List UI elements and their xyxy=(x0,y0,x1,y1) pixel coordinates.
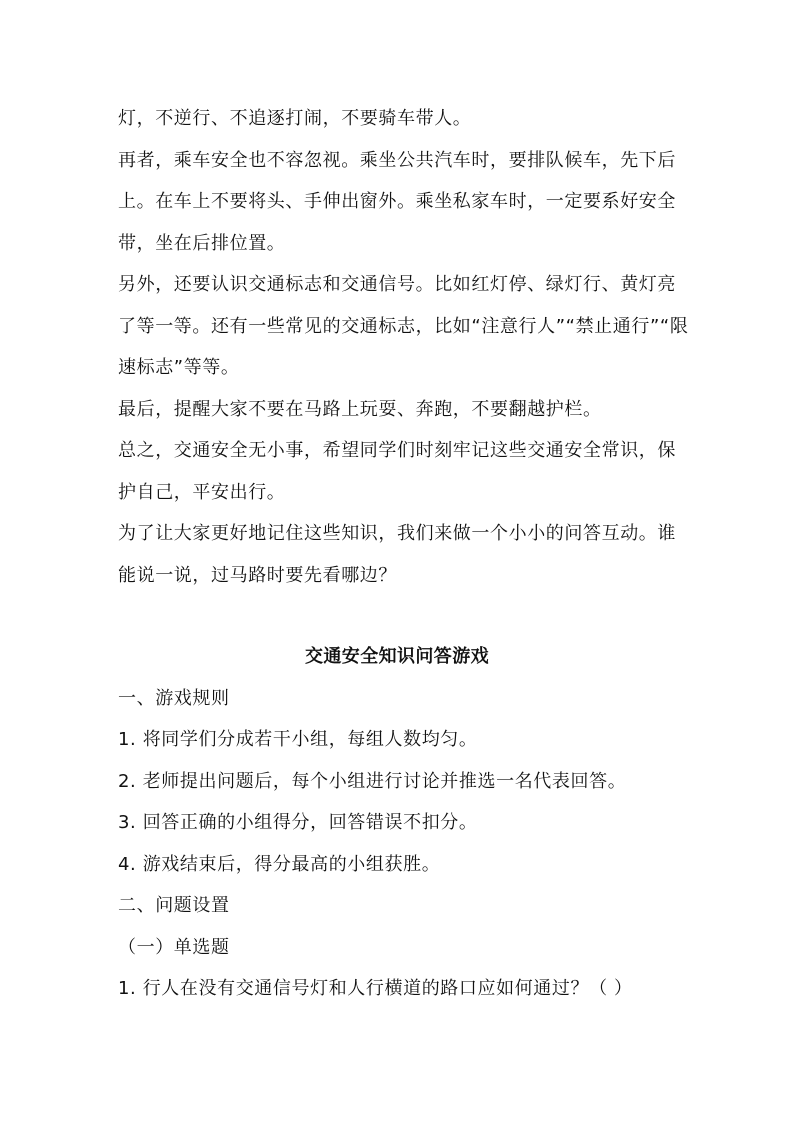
rule-item: 1. 将同学们分成若干小组，每组人数均匀。 xyxy=(118,729,478,750)
rule-item: 4. 游戏结束后，得分最高的小组获胜。 xyxy=(118,853,441,875)
game-title: 交通安全知识问答游戏 xyxy=(305,646,489,667)
paragraph-line: 总之，交通安全无小事，希望同学们时刻牢记这些交通安全常识，保 xyxy=(118,440,676,461)
paragraph-line: 为了让大家更好地记住这些知识，我们来做一个小小的问答互动。谁 xyxy=(118,523,676,544)
section-spacer xyxy=(118,596,676,636)
paragraph-line: 了等一等。还有一些常见的交通标志，比如“注意行人”“禁止通行”“限 xyxy=(118,315,689,337)
rule-item: 2. 老师提出问题后，每个小组进行讨论并推选一名代表回答。 xyxy=(118,770,627,792)
section-heading-questions: 二、问题设置 xyxy=(118,895,230,916)
question-item: 1. 行人在没有交通信号灯和人行横道的路口应如何通过？（ ） xyxy=(118,978,633,999)
paragraph-line: 能说一说，过马路时要先看哪边？ xyxy=(118,564,397,586)
paragraph-line: 护自己，平安出行。 xyxy=(118,481,286,503)
paragraph-line: 带，坐在后排位置。 xyxy=(118,232,286,254)
rule-item: 3. 回答正确的小组得分，回答错误不扣分。 xyxy=(118,812,478,833)
subsection-heading-single-choice: （一）单选题 xyxy=(118,936,230,958)
paragraph-line: 最后，提醒大家不要在马路上玩耍、奔跑，不要翻越护栏。 xyxy=(118,398,602,420)
section-heading-rules: 一、游戏规则 xyxy=(118,687,230,709)
paragraph-line: 再者，乘车安全也不容忽视。乘坐公共汽车时，要排队候车，先下后 xyxy=(118,149,676,171)
paragraph-line: 灯，不逆行、不追逐打闹，不要骑车带人。 xyxy=(118,108,472,129)
paragraph-line: 速标志”等等。 xyxy=(118,357,240,378)
paragraph-line: 上。在车上不要将头、手伸出窗外。乘坐私家车时，一定要系好安全 xyxy=(118,191,676,212)
paragraph-line: 另外，还要认识交通标志和交通信号。比如红灯停、绿灯行、黄灯亮 xyxy=(118,274,676,295)
